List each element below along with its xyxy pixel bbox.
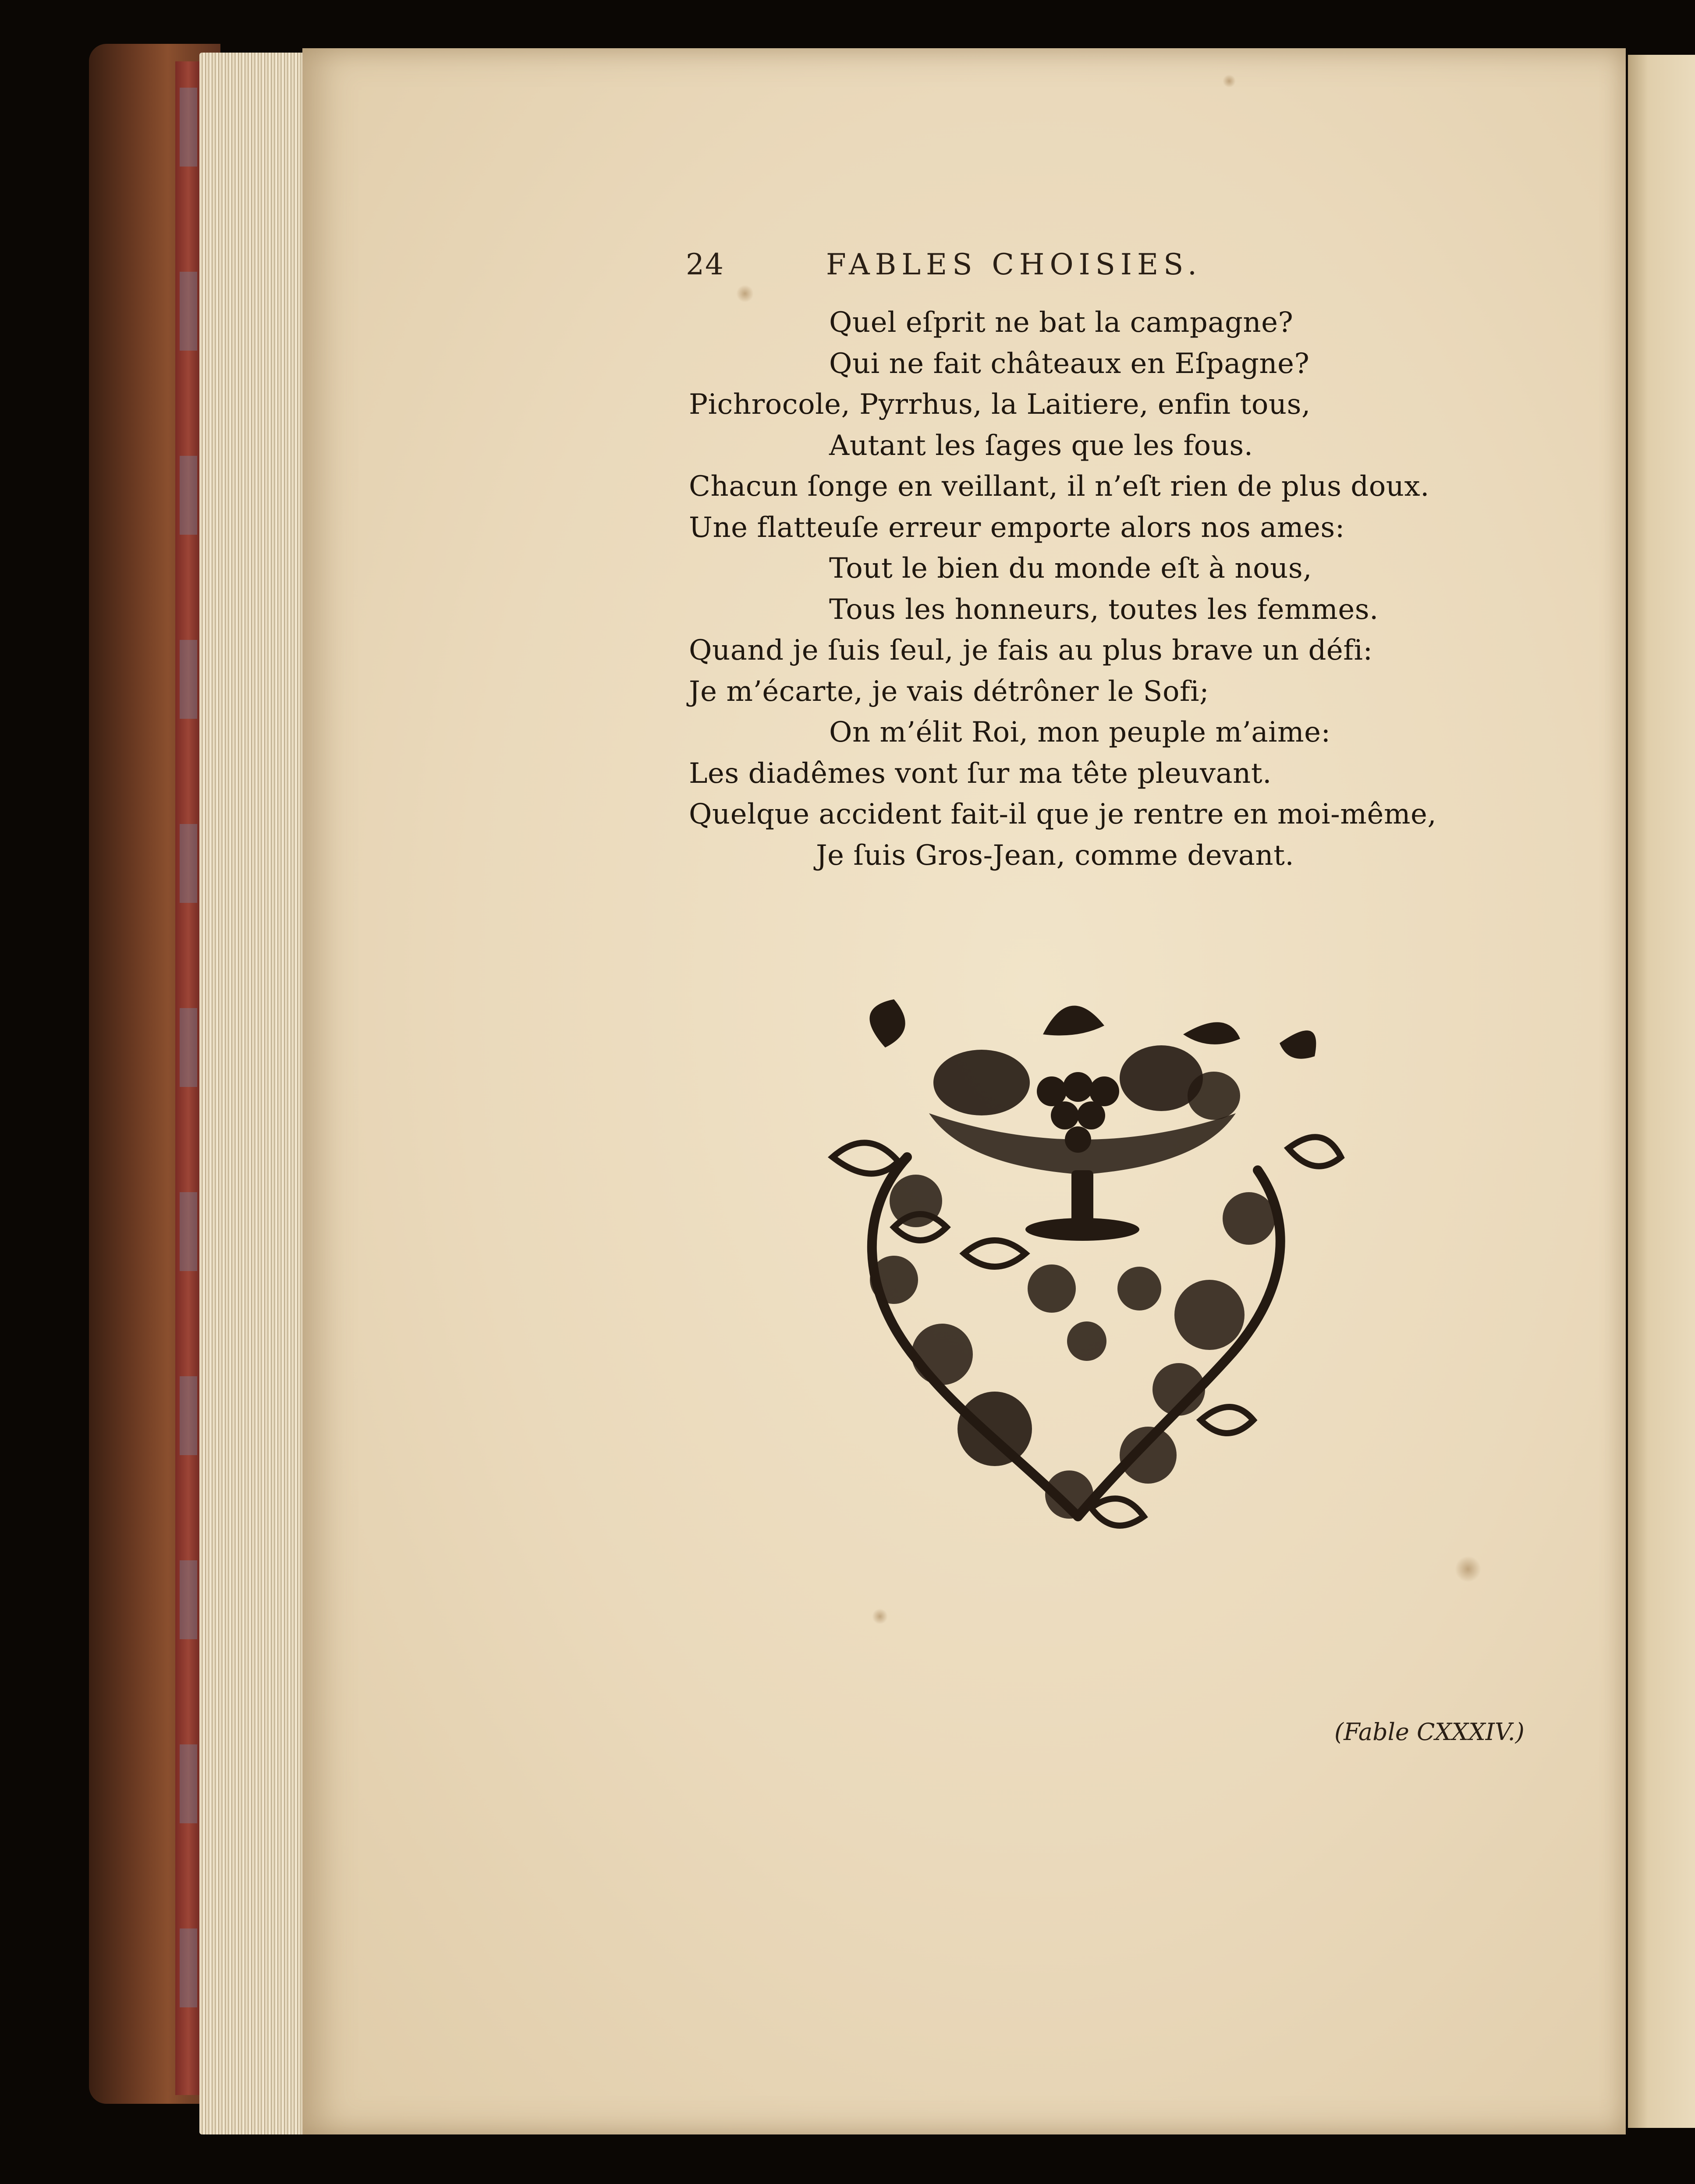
poem-line: Tout le bien du monde eſt à nous,: [829, 552, 1312, 585]
poem-line: Je m’écarte, je vais détrôner le Sofi;: [689, 675, 1209, 708]
poem-line: Quel eſprit ne bat la campagne?: [829, 306, 1294, 339]
page-edges-stack: [199, 53, 305, 2134]
foxing-spot: [1455, 1556, 1481, 1582]
facing-page-edge: [1628, 55, 1695, 2128]
poem-line: Une flatteuſe erreur emporte alors nos ames:: [689, 511, 1345, 544]
running-title: FABLES CHOISIES.: [826, 248, 1202, 281]
catchword: (Fable CXXXIV.): [1334, 1718, 1525, 1746]
poem-line: On m’élit Roi, mon peuple m’aime:: [829, 716, 1331, 749]
floral-basket-vignette-icon: [806, 982, 1358, 1565]
poem-line: Autant les ſages que les fous.: [829, 429, 1253, 462]
foxing-spot: [1223, 75, 1236, 88]
poem-line: Je ſuis Gros-Jean, comme devant.: [816, 839, 1294, 872]
poem-line: Pichrocole, Pyrrhus, la Laitiere, enfin tous,: [689, 388, 1311, 421]
poem-line: Qui ne fait châteaux en Eſpagne?: [829, 347, 1310, 380]
poem-line: Chacun ſonge en veillant, il n’eſt rien de plus doux.: [689, 470, 1429, 503]
poem-line: Tous les honneurs, toutes les femmes.: [829, 593, 1379, 626]
poem-line: Quelque accident fait-il que je rentre en moi-même,: [689, 798, 1437, 831]
running-head: [686, 248, 1326, 296]
foxing-spot: [872, 1609, 888, 1624]
page-number: 24: [686, 248, 724, 281]
marbled-endpaper: [180, 88, 197, 2060]
poem-line: Quand je ſuis ſeul, je fais au plus brave un défi:: [689, 634, 1373, 667]
poem-text: [689, 302, 1460, 876]
poem-line: Les diadêmes vont ſur ma tête pleuvant.: [689, 757, 1272, 790]
